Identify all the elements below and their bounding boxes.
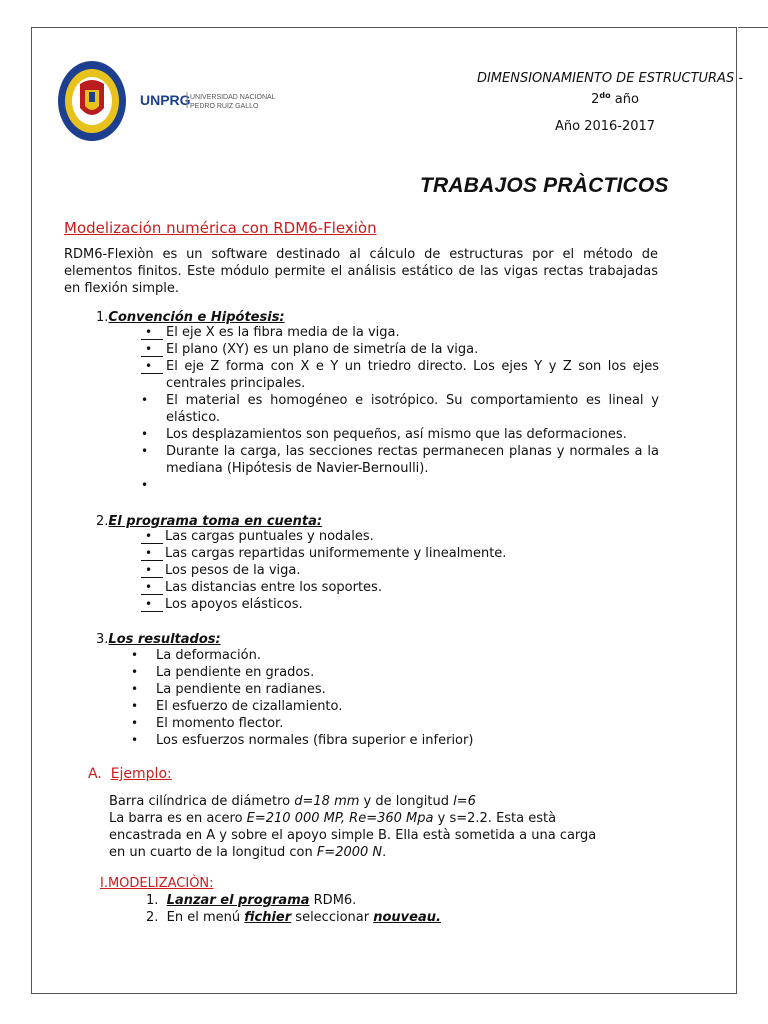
list-item [141, 324, 659, 341]
list-item-text: Durante la carga, las secciones rectas permanecen planas y normales a la mediana (Hipótesis de Navier-Bernoulli). [166, 444, 659, 476]
bullet-icon: • [131, 716, 139, 730]
example-line-3: encastrada en A y sobre el apoyo simple B. Ella està sometida a una carga [109, 828, 597, 843]
list-item-text: Los apoyos elásticos. [165, 597, 303, 612]
list-item-text: Las cargas repartidas uniformemente y linealmente. [165, 546, 507, 561]
section-title: Modelización numérica con RDM6-Flexiòn [64, 219, 377, 237]
bullet-icon: • [141, 427, 149, 441]
bullet-icon: • [131, 682, 139, 696]
logo-text-line1: UNIVERSIDAD NACIONAL [190, 94, 276, 101]
example-heading: A. Ejemplo: [88, 766, 172, 782]
list-item-text: La deformación. [156, 648, 261, 663]
list-item [131, 732, 651, 749]
list-item [131, 647, 651, 664]
university-logo [56, 58, 276, 144]
section-3-list [131, 647, 651, 749]
section-2-heading: 2.El programa toma en cuenta: [96, 514, 323, 529]
step-1: 1. Lanzar el programa RDM6. [146, 893, 357, 908]
header-year: $2^{do}$ año [591, 91, 639, 107]
bullet-icon: • [141, 545, 163, 561]
intro-paragraph: RDM6-Flexiòn es un software destinado al cálculo de estructuras por el método de elementos finitos. Este módulo permite el análisis estático de las vigas rectas trabajadas en flexión simple. [64, 247, 658, 296]
list-item [141, 341, 659, 358]
bullet-icon: • [131, 699, 139, 713]
bullet-icon: • [131, 733, 139, 747]
example-line-1: Barra cilíndrica de diámetro d=18 mm y de longitud l=6 [109, 794, 476, 809]
list-item [141, 562, 659, 579]
list-item [141, 443, 659, 477]
list-item [131, 698, 651, 715]
header-title: DIMENSIONAMIENTO DE ESTRUCTURAS - [476, 71, 744, 86]
list-item-text: El momento flector. [156, 716, 284, 731]
list-item-text: Las distancias entre los soportes. [165, 580, 382, 595]
list-item [141, 579, 659, 596]
list-item [131, 681, 651, 698]
list-item [141, 392, 659, 426]
bullet-icon: • [141, 324, 163, 340]
bullet-icon: • [131, 665, 139, 679]
main-title: TRABAJOS PRÀCTICOS [420, 174, 669, 197]
list-item [141, 426, 659, 443]
bullet-icon: • [141, 596, 163, 612]
list-item-text: La pendiente en grados. [156, 665, 315, 680]
list-item [141, 545, 659, 562]
bullet-icon: • [141, 562, 163, 578]
list-item [141, 477, 659, 494]
list-item [141, 358, 659, 392]
list-item-text: Los esfuerzos normales (fibra superior e inferior) [156, 733, 474, 748]
list-item-text: Las cargas puntuales y nodales. [165, 529, 374, 544]
list-item [141, 596, 659, 613]
list-item-text: El material es homogéneo e isotrópico. Su comportamiento es lineal y elástico. [166, 393, 659, 425]
modelizacion-heading: I.MODELIZACIÒN: [100, 876, 214, 891]
section-1-list [141, 324, 659, 494]
list-item-text: Los pesos de la viga. [165, 563, 301, 578]
bullet-icon: • [141, 341, 163, 357]
section-3-heading: 3.Los resultados: [96, 632, 221, 647]
section-2-list [141, 528, 659, 613]
header-cut-line: Año 2016-2017 [555, 119, 656, 134]
list-item-text: El esfuerzo de cizallamiento. [156, 699, 343, 714]
logo-text-main: UNPRG [140, 92, 191, 108]
list-item-text: La pendiente en radianes. [156, 682, 326, 697]
list-item-text: Los desplazamientos son pequeños, así mismo que las deformaciones. [166, 427, 627, 442]
example-line-2: La barra es en acero E=210 000 MP, Re=360 Mpa y s=2.2. Esta està [109, 811, 557, 826]
bullet-icon: • [141, 444, 149, 458]
bullet-icon: • [141, 579, 163, 595]
bullet-icon: • [131, 648, 139, 662]
bullet-icon: • [141, 358, 163, 374]
example-line-4: en un cuarto de la longitud con F=2000 N. [109, 845, 387, 860]
list-item [131, 664, 651, 681]
logo-text-line2: PEDRO RUIZ GALLO [190, 103, 259, 110]
bullet-icon: • [141, 528, 163, 544]
bullet-icon: • [141, 393, 149, 407]
list-item [131, 715, 651, 732]
step-2: 2. En el menú fichier seleccionar nouveau. [146, 910, 441, 925]
header-rule [738, 27, 768, 28]
list-item-text: El eje X es la fibra media de la viga. [166, 325, 400, 340]
list-item-text: El plano (XY) es un plano de simetría de la viga. [166, 342, 479, 357]
bullet-icon: • [141, 478, 149, 492]
list-item-text: El eje Z forma con X e Y un triedro directo. Los ejes Y y Z son los ejes centrales principales. [166, 359, 659, 391]
list-item [141, 528, 659, 545]
section-1-heading: 1.Convención e Hipótesis: [96, 310, 285, 325]
